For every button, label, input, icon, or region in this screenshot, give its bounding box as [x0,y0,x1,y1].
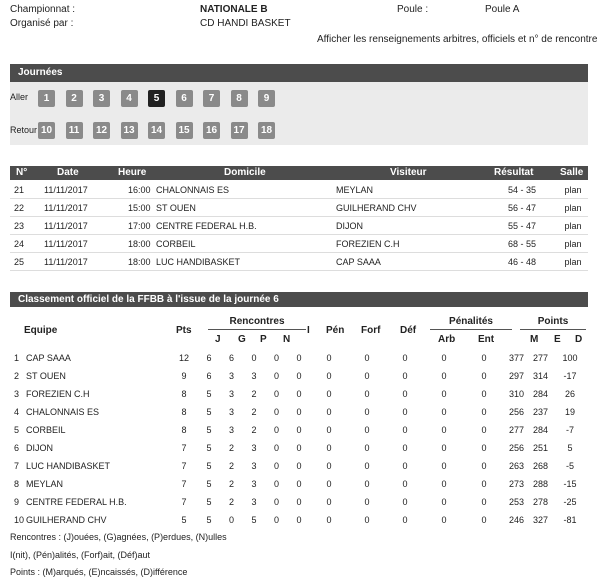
standing-team [10,367,170,385]
standing-arb: 0 [441,443,447,453]
standing-team [10,439,170,457]
standing-n: 0 [273,479,279,489]
standing-team [10,511,170,529]
standing-ent: 0 [481,353,487,363]
standing-g: 3 [228,371,234,381]
standing-row [10,439,588,457]
standing-i: 0 [296,389,302,399]
col-i: I [307,325,310,336]
col-equipe: Equipe [24,325,58,336]
standing-forf: 0 [364,497,370,507]
team-name: GUILHERAND CHV [26,515,107,525]
standing-d: 26 [564,389,575,399]
standing-d: -5 [565,461,574,471]
standing-i: 0 [296,479,302,489]
match-num: 24 [10,235,44,253]
standing-m: 263 [508,461,525,471]
standing-row [10,349,588,367]
match-heure: 18:00 [128,235,156,253]
team-name: FOREZIEN C.H [26,389,90,399]
team-name: MEYLAN [26,479,64,489]
standing-p: 3 [251,461,257,471]
journee-button-10[interactable]: 10 [38,122,55,139]
standing-i: 0 [296,443,302,453]
match-date: 11/11/2017 [44,235,128,253]
salle-plan-link[interactable]: plan [558,217,588,235]
journee-button-18[interactable]: 18 [258,122,275,139]
standing-ent: 0 [481,407,487,417]
rank: 7 [14,461,20,471]
standing-forf: 0 [364,353,370,363]
match-num: 22 [10,199,44,217]
championnat-value: NATIONALE B [200,4,268,15]
standing-n: 0 [273,389,279,399]
col-salle: Salle [560,167,584,178]
standing-ent: 0 [481,425,487,435]
standing-p: 3 [251,479,257,489]
standing-e: 268 [532,461,549,471]
organise-label: Organisé par : [10,18,74,29]
standing-p: 5 [251,515,257,525]
match-domicile: LUC HANDIBASKET [156,253,336,271]
standing-row [10,511,588,529]
standing-arb: 0 [441,515,447,525]
standing-def: 0 [402,479,408,489]
legend-penalites: I(nit), (Pén)alités, (Forf)ait, (Déf)aut [10,550,151,560]
rank: 9 [14,497,20,507]
journee-button-4[interactable]: 4 [121,90,138,107]
match-visiteur: MEYLAN [336,181,486,199]
standing-d: -7 [565,425,574,435]
standing-forf: 0 [364,425,370,435]
col-def: Déf [400,325,417,336]
match-visiteur: CAP SAAA [336,253,486,271]
standing-forf: 0 [364,479,370,489]
standing-m: 256 [508,407,525,417]
standing-forf: 0 [364,389,370,399]
standing-def: 0 [402,389,408,399]
standing-pen: 0 [326,407,332,417]
team-name: CAP SAAA [26,353,71,363]
match-date: 11/11/2017 [44,181,128,199]
classement-header [10,308,588,348]
classement-title: Classement officiel de la FFBB à l'issue de la journée 6 [18,294,279,305]
standing-team [10,475,170,493]
standing-pts: 5 [181,515,187,525]
col-g: G [238,334,246,345]
standing-pen: 0 [326,371,332,381]
col-m: M [530,334,539,345]
standing-m: 377 [508,353,525,363]
classement-table [10,349,588,529]
standing-d: -81 [563,515,577,525]
standing-g: 6 [228,353,234,363]
team-name: CENTRE FEDERAL H.B. [26,497,127,507]
rank: 10 [14,515,25,525]
standing-p: 0 [251,353,257,363]
standing-pen: 0 [326,515,332,525]
match-resultat: 55 - 47 [486,217,558,235]
standing-ent: 0 [481,461,487,471]
standing-g: 3 [228,407,234,417]
standing-m: 297 [508,371,525,381]
standing-d: 100 [562,353,578,363]
standing-forf: 0 [364,371,370,381]
journee-button-12[interactable]: 12 [93,122,110,139]
rank: 3 [14,389,20,399]
standing-i: 0 [296,497,302,507]
standing-team [10,493,170,511]
standing-def: 0 [402,407,408,417]
col-forf: Forf [361,325,381,336]
journee-button-15[interactable]: 15 [176,122,193,139]
standing-m: 310 [508,389,525,399]
standing-team [10,349,170,367]
standing-d: -15 [563,479,577,489]
match-date: 11/11/2017 [44,199,128,217]
standing-pen: 0 [326,497,332,507]
match-domicile: CHALONNAIS ES [156,181,336,199]
standing-g: 2 [228,461,234,471]
standing-def: 0 [402,371,408,381]
standing-p: 2 [251,407,257,417]
standing-p: 3 [251,497,257,507]
standing-def: 0 [402,443,408,453]
standing-d: -25 [563,497,577,507]
standing-pen: 0 [326,353,332,363]
salle-plan-link[interactable]: plan [558,199,588,217]
standing-p: 3 [251,371,257,381]
match-date: 11/11/2017 [44,253,128,271]
col-visiteur: Visiteur [390,167,427,178]
match-row [10,199,588,217]
match-domicile: CENTRE FEDERAL H.B. [156,217,336,235]
standing-m: 253 [508,497,525,507]
standing-m: 256 [508,443,525,453]
standing-p: 3 [251,443,257,453]
standing-arb: 0 [441,371,447,381]
standing-pen: 0 [326,461,332,471]
team-name: LUC HANDIBASKET [26,461,111,471]
standing-e: 288 [532,479,549,489]
journee-button-5[interactable]: 5 [148,90,165,107]
standing-ent: 0 [481,479,487,489]
standing-pts: 8 [181,407,187,417]
journees-title: Journées [18,67,63,78]
match-resultat: 46 - 48 [486,253,558,271]
standing-pen: 0 [326,479,332,489]
standing-g: 0 [228,515,234,525]
standing-i: 0 [296,425,302,435]
standing-pen: 0 [326,443,332,453]
standing-forf: 0 [364,407,370,417]
standing-row [10,493,588,511]
col-heure: Heure [118,167,147,178]
standing-n: 0 [273,353,279,363]
col-pen: Pén [326,325,345,336]
col-p: P [260,334,267,345]
standing-j: 5 [206,515,212,525]
journee-button-6[interactable]: 6 [176,90,193,107]
standing-g: 3 [228,389,234,399]
match-domicile: ST OUEN [156,199,336,217]
standing-def: 0 [402,515,408,525]
standing-arb: 0 [441,407,447,417]
standing-m: 246 [508,515,525,525]
standing-p: 2 [251,425,257,435]
match-num: 25 [10,253,44,271]
match-visiteur: DIJON [336,217,486,235]
standing-i: 0 [296,515,302,525]
standing-ent: 0 [481,371,487,381]
match-num: 21 [10,181,44,199]
standing-forf: 0 [364,515,370,525]
referee-info-link[interactable]: Afficher les renseignements arbitres, officiels et n° de rencontre [317,34,598,45]
standing-team [10,421,170,439]
match-row [10,217,588,235]
standing-arb: 0 [441,389,447,399]
standing-j: 5 [206,425,212,435]
standing-m: 277 [508,425,525,435]
standing-arb: 0 [441,425,447,435]
standing-ent: 0 [481,515,487,525]
standing-n: 0 [273,515,279,525]
standing-i: 0 [296,461,302,471]
team-name: CORBEIL [26,425,66,435]
match-heure: 18:00 [128,253,156,271]
salle-plan-link[interactable]: plan [558,253,588,271]
standing-pts: 9 [181,371,187,381]
standing-n: 0 [273,407,279,417]
aller-label: Aller [10,92,29,102]
journee-button-11[interactable]: 11 [66,122,83,139]
standing-pts: 7 [181,479,187,489]
rank: 4 [14,407,20,417]
standing-ent: 0 [481,389,487,399]
standing-pts: 8 [181,425,187,435]
col-e: E [554,334,561,345]
standing-i: 0 [296,353,302,363]
retour-label: Retour [10,125,38,135]
match-row [10,253,588,271]
journee-button-13[interactable]: 13 [121,122,138,139]
standing-d: 19 [564,407,575,417]
rank: 6 [14,443,20,453]
rank: 8 [14,479,20,489]
championnat-label: Championnat : [10,4,76,15]
journee-button-7[interactable]: 7 [203,90,220,107]
journee-button-17[interactable]: 17 [231,122,248,139]
standing-forf: 0 [364,461,370,471]
standing-pts: 7 [181,461,187,471]
standing-row [10,457,588,475]
journee-button-3[interactable]: 3 [93,90,110,107]
standing-row [10,475,588,493]
journee-button-8[interactable]: 8 [231,90,248,107]
standing-d: 5 [567,443,573,453]
rank: 1 [14,353,20,363]
organise-value: CD HANDI BASKET [200,18,291,29]
standing-i: 0 [296,407,302,417]
col-points: Points [520,316,586,330]
match-visiteur: FOREZIEN C.H [336,235,486,253]
standing-pen: 0 [326,389,332,399]
classement-bar [10,292,588,307]
journee-button-9[interactable]: 9 [258,90,275,107]
standing-team [10,457,170,475]
standing-arb: 0 [441,353,447,363]
standing-row [10,403,588,421]
col-pts: Pts [176,325,192,336]
col-penalites: Pénalités [430,316,512,330]
rank: 5 [14,425,20,435]
standing-j: 5 [206,497,212,507]
match-heure: 15:00 [128,199,156,217]
standing-n: 0 [273,371,279,381]
journee-button-2[interactable]: 2 [66,90,83,107]
match-resultat: 56 - 47 [486,199,558,217]
standing-e: 327 [532,515,549,525]
match-num: 23 [10,217,44,235]
standing-def: 0 [402,461,408,471]
standing-p: 2 [251,389,257,399]
standing-n: 0 [273,425,279,435]
standing-d: -17 [563,371,577,381]
standing-pts: 12 [178,353,189,363]
legend-points: Points : (M)arqués, (E)ncaissés, (D)ifférence [10,567,188,577]
poule-label: Poule : [397,4,429,15]
standing-e: 237 [532,407,549,417]
standing-j: 6 [206,371,212,381]
journees-bar [10,64,588,82]
standing-def: 0 [402,353,408,363]
standing-g: 2 [228,443,234,453]
standing-e: 284 [532,425,549,435]
standing-e: 278 [532,497,549,507]
match-row [10,181,588,199]
standing-row [10,367,588,385]
standing-team [10,385,170,403]
col-j: J [215,334,221,345]
standing-j: 5 [206,443,212,453]
match-heure: 17:00 [128,217,156,235]
standing-team [10,403,170,421]
match-heure: 16:00 [128,181,156,199]
standing-row [10,385,588,403]
salle-plan-link[interactable]: plan [558,181,588,199]
standing-m: 273 [508,479,525,489]
standing-j: 5 [206,461,212,471]
matches-header-bar [10,166,588,180]
standing-e: 277 [532,353,549,363]
col-arb: Arb [438,334,456,345]
standing-e: 284 [532,389,549,399]
salle-plan-link[interactable]: plan [558,235,588,253]
standing-g: 3 [228,425,234,435]
standing-def: 0 [402,425,408,435]
standing-e: 251 [532,443,549,453]
col-domicile: Domicile [224,167,266,178]
poule-value: Poule A [485,4,520,15]
standing-ent: 0 [481,443,487,453]
standing-g: 2 [228,479,234,489]
journees-panel [10,82,588,145]
team-name: DIJON [26,443,53,453]
standing-arb: 0 [441,497,447,507]
standing-arb: 0 [441,479,447,489]
team-name: CHALONNAIS ES [26,407,100,417]
col-ent: Ent [478,334,495,345]
journee-button-16[interactable]: 16 [203,122,220,139]
match-visiteur: GUILHERAND CHV [336,199,486,217]
standing-pts: 8 [181,389,187,399]
col-d: D [575,334,583,345]
legend-rencontres: Rencontres : (J)ouées, (G)agnées, (P)erdues, (N)ulles [10,532,227,542]
standing-pen: 0 [326,425,332,435]
standing-j: 6 [206,353,212,363]
match-row [10,235,588,253]
standing-e: 314 [532,371,549,381]
standing-def: 0 [402,497,408,507]
standing-g: 2 [228,497,234,507]
standing-ent: 0 [481,497,487,507]
standing-forf: 0 [364,443,370,453]
col-rencontres: Rencontres [208,316,306,330]
standing-n: 0 [273,497,279,507]
standing-i: 0 [296,371,302,381]
team-name: ST OUEN [26,371,66,381]
standing-row [10,421,588,439]
standing-j: 5 [206,407,212,417]
match-resultat: 54 - 35 [486,181,558,199]
standing-j: 5 [206,479,212,489]
matches-table [10,181,588,271]
match-domicile: CORBEIL [156,235,336,253]
rank: 2 [14,371,20,381]
standing-n: 0 [273,443,279,453]
standing-n: 0 [273,461,279,471]
standing-pts: 7 [181,443,187,453]
standing-j: 5 [206,389,212,399]
col-date: Date [57,167,79,178]
standing-pts: 7 [181,497,187,507]
journee-button-14[interactable]: 14 [148,122,165,139]
journee-button-1[interactable]: 1 [38,90,55,107]
standing-arb: 0 [441,461,447,471]
col-resultat: Résultat [494,167,534,178]
col-n: N [283,334,291,345]
match-resultat: 68 - 55 [486,235,558,253]
match-date: 11/11/2017 [44,217,128,235]
col-num: N° [16,167,28,178]
